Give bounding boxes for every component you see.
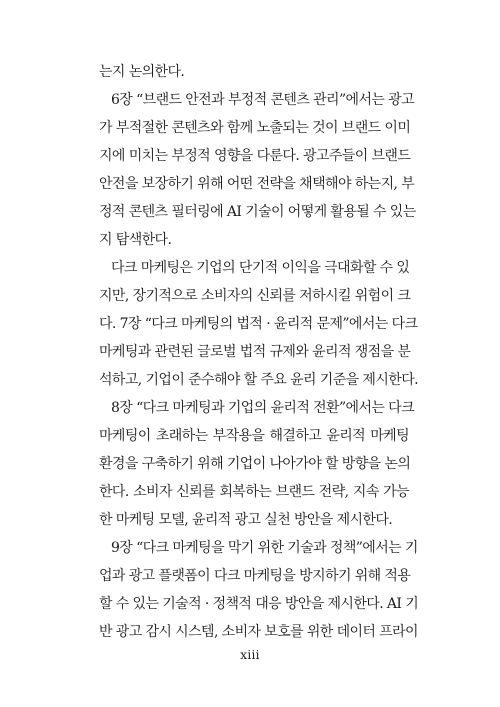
text-line: 한 마케팅 모델, 윤리적 광고 실천 방안을 제시한다. — [99, 512, 393, 528]
paragraph — [99, 394, 415, 534]
text-line: 지 탐색한다. — [99, 232, 172, 248]
text-line: 마케팅이 초래하는 부작용을 해결하고 윤리적 마케팅 — [99, 428, 409, 444]
body-text — [99, 58, 419, 646]
text-line: 지에 미치는 부정적 영향을 다룬다. 광고주들이 브랜드 — [99, 148, 411, 164]
text-line: 정적 콘텐츠 필터링에 AI 기술이 어떻게 활용될 수 있는 — [99, 204, 416, 220]
page-number: xiii — [240, 648, 260, 662]
text-line: 안전을 보장하기 위해 어떤 전략을 채택해야 하는지, 부 — [99, 176, 415, 192]
text-line: 석하고, 기업이 준수해야 할 주요 윤리 기준을 제시한다. — [99, 372, 418, 388]
text-line: 9장 “다크 마케팅을 막기 위한 기술과 정책”에서는 기 — [111, 540, 418, 556]
text-line: 가 부적절한 콘텐츠와 함께 노출되는 것이 브랜드 이미 — [99, 120, 411, 136]
paragraph — [99, 58, 409, 86]
text-line: 마케팅과 관련된 글로벌 법적 규제와 윤리적 쟁점을 분 — [99, 344, 411, 360]
text-line: 는지 논의한다. — [99, 64, 185, 80]
paragraph — [99, 254, 418, 394]
text-line: 다크 마케팅은 기업의 단기적 이익을 극대화할 수 있 — [111, 260, 410, 276]
text-line: 업과 광고 플랫폼이 다크 마케팅을 방지하기 위해 적용 — [99, 568, 411, 584]
text-line: 8장 “다크 마케팅과 기업의 윤리적 전환”에서는 다크 — [111, 400, 415, 416]
text-line: 6장 “브랜드 안전과 부정적 콘텐츠 관리”에서는 광고 — [111, 92, 415, 108]
text-line: 지만, 장기적으로 소비자의 신뢰를 저하시킬 위험이 크 — [99, 288, 411, 304]
text-line: 다. 7장 “다크 마케팅의 법적 · 윤리적 문제”에서는 다크 — [99, 316, 418, 332]
paragraph — [99, 534, 419, 646]
text-line: 할 수 있는 기술적 · 정책적 대응 방안을 제시한다. AI 기 — [99, 596, 419, 612]
text-line: 환경을 구축하기 위해 기업이 나아가야 할 방향을 논의 — [99, 456, 411, 472]
paragraph — [99, 86, 416, 254]
text-line: 한다. 소비자 신뢰를 회복하는 브랜드 전략, 지속 가능 — [99, 484, 409, 500]
text-line: 반 광고 감시 시스템, 소비자 보호를 위한 데이터 프라이 — [99, 624, 418, 640]
